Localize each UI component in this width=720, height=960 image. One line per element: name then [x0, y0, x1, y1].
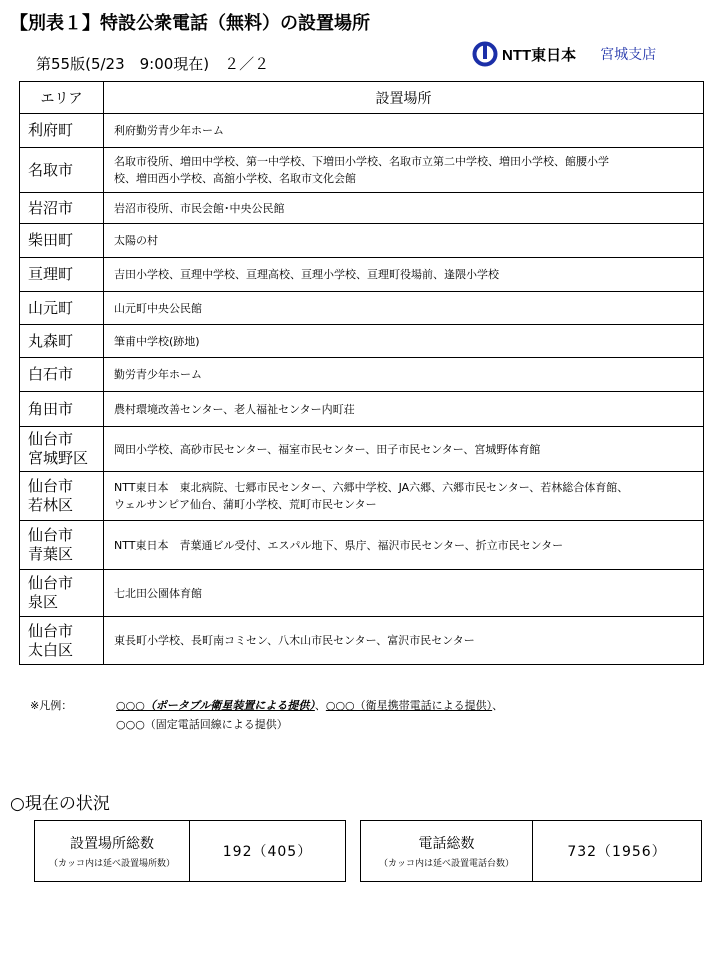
area-cell: [20, 358, 104, 392]
area-cell: [20, 148, 104, 193]
phone-total-value-cell: [533, 821, 702, 882]
area-name: 青葉区: [28, 545, 74, 563]
table-header-row: [20, 82, 704, 114]
legend-body: [116, 696, 676, 734]
area-name: 利府町: [28, 121, 74, 139]
area-cell: [20, 258, 104, 292]
installation-total-label: 設置場所総数: [70, 836, 154, 852]
installation-total-value: 192（405）: [222, 844, 313, 860]
area-name: 丸森町: [28, 331, 74, 350]
brand-name: NTT東日本: [502, 46, 577, 64]
area-name: 仙台市: [28, 574, 74, 592]
phone-total-label: 電話総数: [418, 836, 475, 852]
location-text: 岡田小学校、高砂市民センター、福室市民センター、田子市民センター、宮城野体育館: [114, 442, 541, 456]
area-cell: [20, 325, 104, 358]
area-name: 仙台市: [28, 526, 74, 544]
legend-lead: ※凡例：: [30, 699, 73, 712]
column-header-area: エリア: [20, 82, 104, 114]
branch-name: 宮城支店: [600, 47, 657, 63]
location-text: 七北田公園体育館: [114, 586, 202, 600]
area-cell: [20, 427, 104, 472]
location-cell: [104, 427, 704, 472]
location-text: 吉田小学校、亘理中学校、亘理高校、亘理小学校、亘理町役場前、逢隈小学校: [114, 268, 499, 281]
table-row: [20, 193, 704, 224]
area-name: 泉区: [28, 593, 59, 611]
area-cell: [20, 193, 104, 224]
location-cell: [104, 570, 704, 617]
area-cell: [20, 114, 104, 148]
column-header-location: 設置場所: [104, 82, 704, 114]
area-cell: [20, 617, 104, 665]
location-cell: [104, 392, 704, 427]
installation-total-value-cell: [190, 821, 346, 882]
table-row: [20, 392, 704, 427]
location-cell: [104, 148, 704, 193]
location-cell: [104, 258, 704, 292]
location-text: NTT東日本 東北病院、七郷市民センター、六郷中学校、JA六郷、六郷市民センター、若林総合体育館、: [114, 481, 629, 494]
legend-separator: 、: [314, 699, 326, 712]
area-name: 名取市: [28, 160, 74, 179]
location-cell: [104, 472, 704, 521]
phone-total-note: （カッコ内は延べ設置電話台数）: [379, 859, 514, 869]
location-cell: [104, 521, 704, 570]
location-text: ウェルサンピア仙台、蒲町小学校、荒町市民センター: [114, 498, 377, 511]
area-name: 若林区: [28, 496, 74, 514]
area-name: 仙台市: [28, 430, 74, 448]
area-cell: [20, 521, 104, 570]
area-name: 仙台市: [28, 621, 74, 640]
table-row: [20, 570, 704, 617]
installation-total-note: （カッコ内は延べ設置場所数）: [49, 859, 175, 869]
area-name: 柴田町: [28, 231, 74, 249]
location-cell: [104, 325, 704, 358]
location-text: 農村環境改善センター、老人福祉センター内町荘: [114, 402, 355, 416]
table-row: [20, 472, 704, 521]
area-name: 宮城野区: [28, 449, 89, 467]
locations-table: [19, 81, 704, 665]
location-text: 勤労青少年ホーム: [114, 368, 202, 381]
area-name: 山元町: [28, 298, 74, 317]
legend-satellite-phone: ○○○（衛星携帯電話による提供）: [325, 699, 493, 712]
area-cell: [20, 292, 104, 325]
area-cell: [20, 472, 104, 521]
location-text: 岩沼市役所、市民会館･中央公民館: [114, 201, 285, 215]
document-title: 【別表１】特設公衆電話（無料）の設置場所: [10, 13, 370, 34]
table-row: [20, 617, 704, 665]
legend-fixed-line: ○○○（固定電話回線による提供）: [116, 718, 288, 731]
status-heading: ○現在の状況: [10, 794, 110, 814]
location-cell: [104, 617, 704, 665]
table-row: [20, 114, 704, 148]
location-text: 太陽の村: [114, 234, 158, 247]
area-cell: [20, 570, 104, 617]
area-name: 亘理町: [28, 265, 74, 283]
phone-total-value: 732（1956）: [567, 844, 667, 860]
phone-total-box: [360, 820, 702, 882]
area-name: 太白区: [28, 640, 74, 659]
location-cell: [104, 114, 704, 148]
table-row: [20, 325, 704, 358]
ntt-logo: [472, 40, 656, 68]
area-name: 白石市: [28, 365, 74, 383]
location-cell: [104, 224, 704, 258]
installation-total-label-cell: [35, 821, 190, 882]
area-name: 仙台市: [28, 477, 74, 495]
table-row: [20, 224, 704, 258]
location-text: 東長町小学校、長町南コミセン、八木山市民センター、富沢市民センター: [114, 634, 475, 647]
area-cell: [20, 224, 104, 258]
location-text: 校、増田西小学校、高舘小学校、名取市文化会館: [114, 172, 356, 185]
location-cell: [104, 358, 704, 392]
phone-total-label-cell: [361, 821, 533, 882]
location-text: 名取市役所、増田中学校、第一中学校、下増田小学校、名取市立第二中学校、増田小学校、館腰小学: [114, 155, 609, 168]
table-row: [20, 427, 704, 472]
legend-portable-satellite: ○○○（ポータブル衛星装置による提供）: [116, 699, 315, 712]
location-cell: [104, 292, 704, 325]
table-row: [20, 148, 704, 193]
installation-total-box: [34, 820, 346, 882]
legend-separator: 、: [492, 699, 504, 712]
table-row: [20, 358, 704, 392]
table-row: [20, 292, 704, 325]
area-name: 角田市: [28, 399, 74, 418]
area-name: 岩沼市: [28, 198, 74, 217]
location-text: 利府勤労青少年ホーム: [114, 124, 224, 137]
table-row: [20, 258, 704, 292]
ntt-logo-icon: [472, 41, 498, 67]
table-row: [20, 521, 704, 570]
location-cell: [104, 193, 704, 224]
location-text: 山元町中央公民館: [114, 301, 202, 315]
location-text: NTT東日本 青葉通ビル受付、エスパル地下、県庁、福沢市民センター、折立市民センター: [114, 538, 564, 552]
location-text: 筆甫中学校(跡地): [114, 334, 200, 348]
area-cell: [20, 392, 104, 427]
edition-label: 第55版(5/23 9:00現在) ２／２: [36, 55, 270, 73]
